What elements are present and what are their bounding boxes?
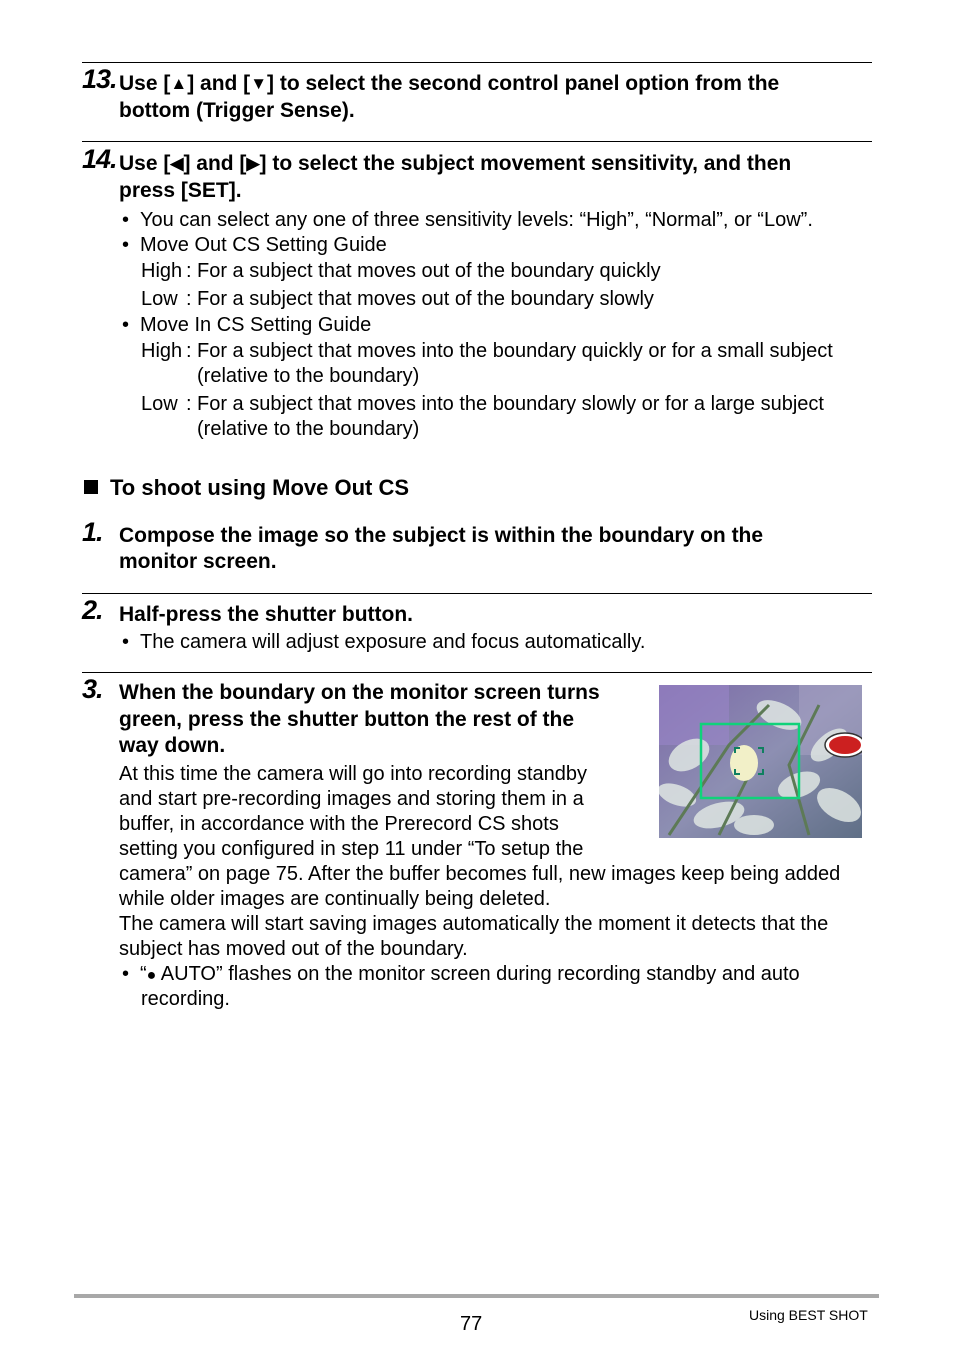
bullet-icon: •	[122, 314, 130, 336]
guide-key: High	[141, 340, 183, 362]
step-number: 3.	[82, 674, 103, 704]
right-arrow-icon: ▶	[246, 154, 260, 173]
step-number: 1.	[82, 517, 103, 547]
footer-divider	[74, 1294, 879, 1298]
divider	[82, 62, 872, 63]
guide-key: High	[141, 260, 183, 282]
list-item: • Move Out CS Setting Guide	[122, 234, 387, 256]
page-number: 77	[460, 1313, 483, 1335]
up-arrow-icon: ▲	[170, 74, 188, 93]
section-heading: To shoot using Move Out CS	[84, 474, 409, 501]
step-title: Use [▲] and [▼] to select the second control panel option from the bottom (Trigger Sense).	[119, 72, 780, 122]
square-bullet-icon	[84, 480, 98, 494]
flower-photo	[659, 685, 862, 838]
guide-text: For a subject that moves into the boundary slowly or for a large subject	[197, 393, 824, 415]
list-item: • Move In CS Setting Guide	[122, 314, 372, 336]
step-title: Compose the image so the subject is within the boundary on the monitor screen.	[119, 524, 764, 573]
guide-text: (relative to the boundary)	[197, 418, 420, 440]
step-title: Use [◀] and [▶] to select the subject movement sensitivity, and then press [SET].	[119, 152, 792, 202]
bullet-icon: •	[122, 963, 130, 985]
guide-key: Low	[141, 288, 178, 310]
guide-text: For a subject that moves out of the boundary slowly	[197, 288, 654, 310]
bullet-icon: •	[122, 234, 130, 256]
divider	[82, 141, 872, 142]
list-item-continuation: recording.	[141, 988, 230, 1010]
guide-separator: :	[186, 288, 192, 310]
monitor-screen-image	[659, 685, 862, 838]
guide-separator: :	[186, 260, 192, 282]
step-title: Half-press the shutter button.	[119, 603, 414, 626]
chapter-label: Using BEST SHOT	[749, 1307, 868, 1323]
guide-text: For a subject that moves out of the boundary quickly	[197, 260, 661, 282]
list-item: • “● AUTO” flashes on the monitor screen during recording standby and auto	[122, 963, 800, 985]
bullet-icon: •	[122, 631, 130, 653]
bullet-icon: •	[122, 209, 130, 231]
guide-text: (relative to the boundary)	[197, 365, 420, 387]
left-arrow-icon: ◀	[170, 154, 184, 173]
body-text: At this time the camera will go into recording standby and start pre-recording images and storing them in a buffer, in accordance with the Prerecord CS shots setting you configured in step 11 under “To setup the camera” on page 75. After the buffer becomes full, new images keep being added while older images are continually being deleted. The camera will start saving images automatically the moment it detects that the subject has moved out of the boundary.	[119, 763, 841, 960]
step-number: 13.	[82, 64, 117, 94]
list-item: • You can select any one of three sensitivity levels: “High”, “Normal”, or “Low”.	[122, 209, 813, 231]
record-dot-icon: ●	[146, 967, 157, 984]
divider	[82, 593, 872, 594]
divider	[82, 672, 872, 673]
guide-text: For a subject that moves into the boundary quickly or for a small subject	[197, 340, 833, 362]
list-item: • The camera will adjust exposure and focus automatically.	[122, 631, 646, 653]
step-title: When the boundary on the monitor screen turns green, press the shutter button the rest of the way down.	[119, 681, 600, 757]
guide-separator: :	[186, 393, 192, 415]
down-arrow-icon: ▼	[250, 74, 268, 93]
guide-key: Low	[141, 393, 178, 415]
step-number: 2.	[82, 595, 103, 625]
guide-separator: :	[186, 340, 192, 362]
step-number: 14.	[82, 144, 117, 174]
